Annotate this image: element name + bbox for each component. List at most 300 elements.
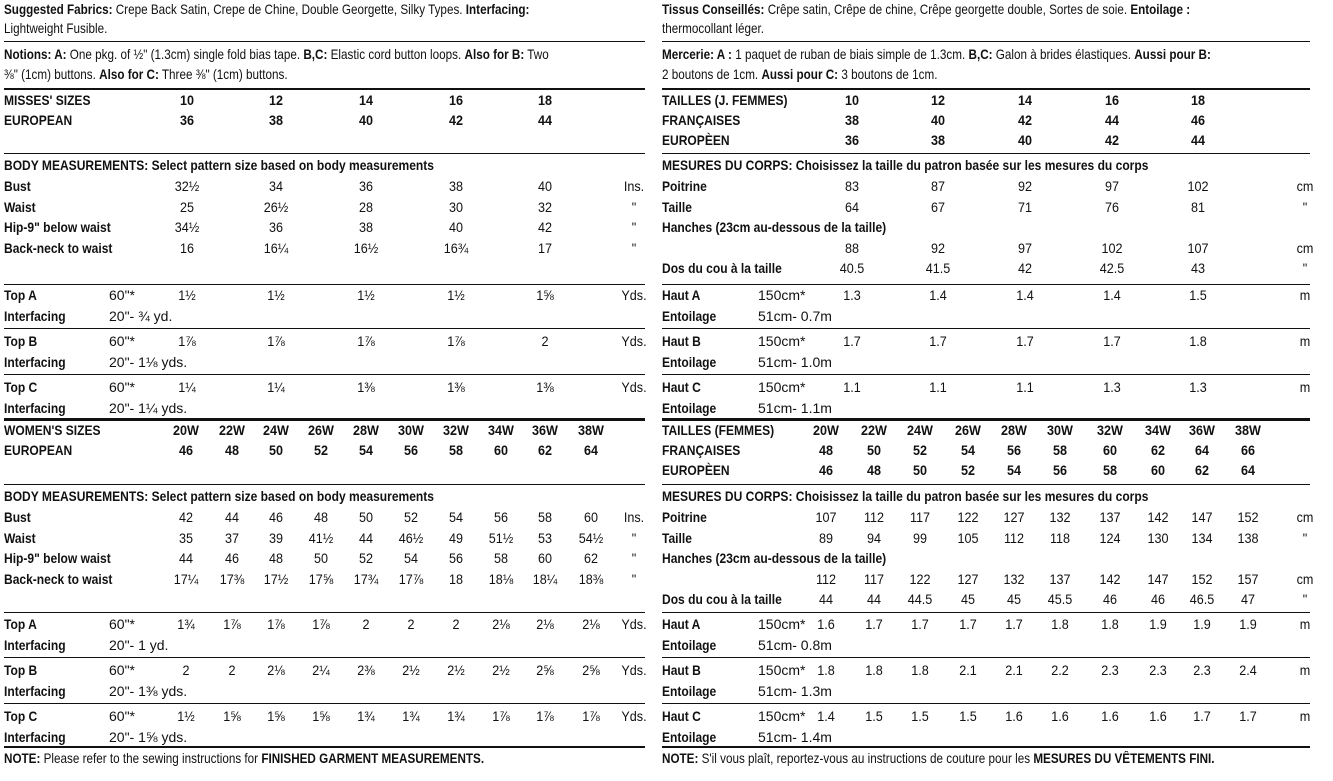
size-header: 36W [532, 422, 558, 438]
measurement-value: 17⅜ [219, 570, 245, 587]
notions-l2b: Three ⅜" (1cm) buttons. [158, 67, 288, 82]
yardage-value: 2 [362, 616, 370, 632]
back-neck-value: 46 [1150, 591, 1166, 608]
yardage-value: 1.5 [911, 708, 929, 724]
interfacing-label: Entoilage [662, 353, 717, 370]
measurement-value: 51½ [488, 529, 514, 546]
size-header: 32W [443, 422, 469, 438]
unit-label: m [1299, 662, 1311, 678]
back-neck-value: 43 [1190, 260, 1206, 277]
interfacing-value: 51cm- 0.7m [758, 307, 832, 324]
measurement-value: 25 [179, 198, 195, 215]
divider [662, 153, 1310, 154]
yardage-value: 1.8 [1101, 616, 1119, 632]
notions-text-2: Elastic cord button loops. [327, 47, 465, 62]
unit-label: " [631, 198, 637, 215]
fabric-width: 150cm* [758, 333, 806, 349]
interfacing-value: 20"- 1 yd. [109, 636, 169, 653]
measurement-value: 17 [537, 239, 553, 256]
interfacing-label: Interfacing [4, 353, 66, 370]
size-header: 22W [861, 422, 887, 438]
measurement-label: Bust [4, 509, 31, 525]
measurement-label: Hip-9" below waist [4, 550, 111, 567]
fabric-width: 60"* [109, 287, 135, 303]
european-size: 56 [1052, 462, 1068, 478]
size-header: 28W [353, 422, 379, 438]
fabrics-text: Crêpe satin, Crêpe de chine, Crêpe georgette double, Sortes de soie. [764, 2, 1131, 17]
size-header: 16 [1104, 92, 1120, 108]
yardage-value: 1½ [177, 708, 195, 724]
hip-value: 88 [844, 239, 860, 256]
yardage-value: 2⅝ [536, 662, 554, 678]
european-size: 38 [930, 132, 946, 148]
yardage-value: 1½ [267, 287, 285, 303]
measurement-value: 44 [178, 550, 194, 567]
european-size: 48 [866, 462, 882, 478]
yardage-value: 2 [541, 333, 549, 349]
size-header: 26W [955, 422, 981, 438]
back-neck-value: 41.5 [925, 260, 951, 277]
measurement-value: 118 [1049, 529, 1071, 546]
top-label: Top C [4, 379, 38, 395]
size-header: 38W [578, 422, 604, 438]
back-neck-value: 42 [1017, 260, 1033, 277]
measurement-value: 50 [358, 509, 374, 525]
french-size: 52 [912, 442, 928, 458]
divider [4, 657, 645, 658]
measurement-label: Back-neck to waist [4, 570, 113, 587]
interfacing-value: 20"- ¾ yd. [109, 307, 173, 324]
european-size: 52 [960, 462, 976, 478]
yardage-value: 1.4 [817, 708, 835, 724]
yardage-value: 2 [407, 616, 415, 632]
divider [4, 703, 645, 704]
notions-bc: B,C: [303, 47, 328, 62]
measurement-value: 137 [1099, 509, 1121, 525]
unit-label: " [1302, 529, 1308, 546]
european-size: 60 [1150, 462, 1166, 478]
yardage-value: 1⅞ [582, 708, 600, 724]
unit-label: cm [1296, 178, 1314, 194]
fabric-width: 150cm* [758, 662, 806, 678]
unit-label: cm [1296, 509, 1314, 525]
back-neck-value: 44.5 [907, 591, 933, 608]
yardage-value: 1.8 [1189, 333, 1207, 349]
fabrics-line [662, 0, 1190, 20]
women-body-title: MESURES DU CORPS: Choisissez la taille du patron basée sur les mesures du corps [662, 488, 1149, 504]
hip-value: 122 [909, 570, 931, 587]
yardage-value: 1⅞ [267, 616, 285, 632]
european-size: 62 [537, 442, 553, 458]
unit-label: " [631, 219, 637, 236]
measurement-value: 42 [178, 509, 194, 525]
measurement-value: 16½ [353, 239, 379, 256]
measurement-value: 52 [358, 550, 374, 567]
measurement-value: 64 [844, 198, 860, 215]
measurement-value: 35 [178, 529, 194, 546]
fabric-width: 150cm* [758, 708, 806, 724]
yardage-value: 1⅞ [267, 333, 285, 349]
unit-label: m [1299, 708, 1311, 724]
yardage-value: 2 [182, 662, 190, 678]
measurement-value: 89 [818, 529, 834, 546]
yardage-value: 1⅜ [357, 379, 375, 395]
measurement-value: 42 [537, 219, 553, 236]
back-neck-value: 45.5 [1047, 591, 1073, 608]
top-label: Haut A [662, 616, 701, 632]
unit-label: m [1299, 379, 1311, 395]
measurement-value: 34 [268, 178, 284, 194]
unit-label: Yds. [621, 662, 647, 678]
french-size: 48 [818, 442, 834, 458]
interfacing-label: Entoilage [662, 307, 717, 324]
hip-value: 127 [957, 570, 979, 587]
interfacing-value: 51cm- 0.8m [758, 636, 832, 653]
measurement-value: 18¼ [532, 570, 558, 587]
measurement-value: 117 [909, 509, 931, 525]
notions-line-2 [662, 65, 938, 85]
unit-label: Ins. [623, 509, 645, 525]
measurement-value: 32½ [174, 178, 200, 194]
divider [4, 374, 645, 375]
misses-sizes-title: MISSES' SIZES [4, 92, 91, 108]
french-size: 38 [844, 112, 860, 128]
measurement-value: 138 [1237, 529, 1259, 546]
measurement-value: 36 [268, 219, 284, 236]
notions-also-c: Also for C: [99, 67, 159, 82]
measurement-value: 37 [224, 529, 240, 546]
unit-label: Yds. [621, 333, 647, 349]
yardage-value: 2½ [447, 662, 465, 678]
measurement-value: 67 [930, 198, 946, 215]
measurement-value: 54 [448, 509, 464, 525]
unit-label: " [631, 550, 637, 567]
fabrics-line-2: Lightweight Fusible. [4, 21, 108, 36]
interfacing-label: Interfacing [4, 636, 66, 653]
measurement-value: 46 [268, 509, 284, 525]
yardage-value: 2.2 [1051, 662, 1069, 678]
note-lead: NOTE: [4, 751, 41, 766]
measurement-value: 58 [537, 509, 553, 525]
measurement-value: 17⅝ [308, 570, 334, 587]
hip-value: 147 [1147, 570, 1169, 587]
fabric-width: 150cm* [758, 616, 806, 632]
yardage-value: 2⅛ [492, 616, 510, 632]
yardage-value: 1⅜ [447, 379, 465, 395]
hip-label: Hanches (23cm au-dessous de la taille) [662, 550, 887, 567]
measurement-value: 107 [815, 509, 837, 525]
yardage-value: 1⅞ [447, 333, 465, 349]
measurement-value: 34½ [174, 219, 200, 236]
hip-value: 92 [930, 239, 946, 256]
interfacing-label: Interfacing [4, 728, 66, 745]
yardage-value: 2.3 [1149, 662, 1167, 678]
measurement-value: 17⅞ [398, 570, 424, 587]
yardage-value: 2.4 [1239, 662, 1257, 678]
yardage-value: 1⅞ [492, 708, 510, 724]
divider [4, 328, 645, 329]
measurement-label: Poitrine [662, 178, 707, 194]
notions-l2a: ⅜" (1cm) buttons. [4, 67, 100, 82]
misses-european-label: EUROPÈEN [662, 132, 730, 148]
interfacing-value: 51cm- 1.0m [758, 353, 832, 370]
measurement-value: 48 [313, 509, 329, 525]
fabric-width: 60"* [109, 616, 135, 632]
french-size: 62 [1150, 442, 1166, 458]
back-neck-value: 44 [818, 591, 834, 608]
yardage-value: 1.8 [911, 662, 929, 678]
french-size: 64 [1194, 442, 1210, 458]
french-size: 46 [1190, 112, 1206, 128]
french-size: 40 [930, 112, 946, 128]
fabrics-line-2: thermocollant léger. [662, 21, 765, 36]
yardage-value: 2 [452, 616, 460, 632]
measurement-value: 92 [1017, 178, 1033, 194]
misses-sizes-title: TAILLES (J. FEMMES) [662, 92, 788, 108]
hip-value: 97 [1017, 239, 1033, 256]
european-size: 40 [358, 112, 374, 128]
yardage-value: 1.7 [959, 616, 977, 632]
hip-value: 157 [1237, 570, 1259, 587]
measurement-value: 134 [1191, 529, 1213, 546]
hip-label: Hanches (23cm au-dessous de la taille) [662, 219, 887, 236]
yardage-value: 2½ [492, 662, 510, 678]
unit-label: " [1302, 591, 1308, 608]
note-text: S'il vous plaît, reportez-vous au instructions de couture pour les [698, 751, 1034, 766]
measurement-value: 54 [403, 550, 419, 567]
interfacing-label: Entoilage [662, 728, 717, 745]
fabrics-line [4, 0, 529, 20]
size-header: 22W [219, 422, 245, 438]
yardage-value: 1⅞ [223, 616, 241, 632]
notions-l2b: 3 boutons de 1cm. [838, 67, 938, 82]
yardage-value: 2⅛ [582, 616, 600, 632]
yardage-value: 1.7 [843, 333, 861, 349]
measurement-value: 122 [957, 509, 979, 525]
women-european-label: EUROPEAN [4, 442, 73, 458]
yardage-value: 1.9 [1193, 616, 1211, 632]
yardage-value: 1.6 [1005, 708, 1023, 724]
measurement-value: 54½ [578, 529, 604, 546]
unit-label: Yds. [621, 616, 647, 632]
top-label: Top A [4, 616, 37, 632]
hip-value: 152 [1191, 570, 1213, 587]
measurement-value: 124 [1099, 529, 1121, 546]
divider [662, 703, 1310, 704]
measurement-value: 97 [1104, 178, 1120, 194]
notions-text-2: Galon à brides élastiques. [992, 47, 1135, 62]
top-label: Top B [4, 333, 38, 349]
yardage-value: 1.6 [1149, 708, 1167, 724]
size-header: 20W [173, 422, 199, 438]
size-header: 24W [263, 422, 289, 438]
european-size: 50 [912, 462, 928, 478]
european-size: 64 [1240, 462, 1256, 478]
measurement-value: 16 [179, 239, 195, 256]
measurement-value: 39 [268, 529, 284, 546]
unit-label: Ins. [623, 178, 645, 194]
yardage-value: 1.6 [1101, 708, 1119, 724]
measurement-value: 112 [863, 509, 885, 525]
french-size: 44 [1104, 112, 1120, 128]
yardage-value: 2.1 [1005, 662, 1023, 678]
divider [662, 484, 1310, 485]
size-header: 18 [537, 92, 553, 108]
unit-label: m [1299, 333, 1311, 349]
measurement-value: 53 [537, 529, 553, 546]
french-size: 66 [1240, 442, 1256, 458]
measurement-value: 83 [844, 178, 860, 194]
top-label: Haut C [662, 379, 701, 395]
measurement-value: 71 [1017, 198, 1033, 215]
yardage-value: 1.6 [817, 616, 835, 632]
note-line [662, 749, 1215, 769]
unit-label: Yds. [621, 708, 647, 724]
size-header: 12 [930, 92, 946, 108]
notions-also-c: Aussi pour C: [761, 67, 839, 82]
interfacing-value: 20"- 1⅜ yds. [109, 682, 188, 699]
divider [4, 484, 645, 485]
back-neck-value: 44 [866, 591, 882, 608]
yardage-value: 1.7 [1239, 708, 1257, 724]
measurement-value: 18⅜ [578, 570, 604, 587]
size-header: 26W [308, 422, 334, 438]
divider [4, 746, 645, 748]
notions-text-3: Two [524, 47, 549, 62]
unit-label: cm [1296, 239, 1314, 256]
yardage-value: 1.7 [1016, 333, 1034, 349]
divider [662, 374, 1310, 375]
measurement-value: 40 [448, 219, 464, 236]
measurement-value: 152 [1237, 509, 1259, 525]
yardage-value: 1.7 [1005, 616, 1023, 632]
measurement-value: 58 [493, 550, 509, 567]
size-header: 36W [1189, 422, 1215, 438]
interfacing-value: 20"- 1⅝ yds. [109, 728, 188, 745]
unit-label: " [631, 529, 637, 546]
measurement-value: 60 [583, 509, 599, 525]
european-size: 48 [224, 442, 240, 458]
european-size: 54 [1006, 462, 1022, 478]
unit-label: " [631, 570, 637, 587]
european-size: 38 [268, 112, 284, 128]
yardage-value: 2⅝ [582, 662, 600, 678]
notions-also-b: Also for B: [464, 47, 525, 62]
yardage-value: 1¼ [267, 379, 285, 395]
european-size: 44 [1190, 132, 1206, 148]
yardage-value: 2⅛ [536, 616, 554, 632]
interfacing-value: 51cm- 1.4m [758, 728, 832, 745]
yardage-value: 2⅜ [357, 662, 375, 678]
size-header: 34W [1145, 422, 1171, 438]
measurement-value: 105 [957, 529, 979, 546]
yardage-value: 1½ [447, 287, 465, 303]
hip-value: 142 [1099, 570, 1121, 587]
notions-line [4, 45, 549, 65]
measurement-label: Taille [662, 198, 692, 215]
measurement-value: 30 [448, 198, 464, 215]
interfacing-label: Interfacing [4, 399, 66, 416]
interfacing-value: 20"- 1¼ yds. [109, 399, 188, 416]
measurement-value: 32 [537, 198, 553, 215]
size-header: 28W [1001, 422, 1027, 438]
measurement-label: Hip-9" below waist [4, 219, 111, 236]
unit-label: Yds. [621, 379, 647, 395]
european-size: 58 [1102, 462, 1118, 478]
fabric-width: 150cm* [758, 379, 806, 395]
yardage-value: 1¾ [357, 708, 375, 724]
interfacing-value: 51cm- 1.1m [758, 399, 832, 416]
french-size: 50 [866, 442, 882, 458]
yardage-value: 1.7 [1193, 708, 1211, 724]
measurement-value: 49 [448, 529, 464, 546]
misses-french-label: FRANÇAISES [662, 112, 741, 128]
yardage-value: 1⅝ [312, 708, 330, 724]
measurement-label: Back-neck to waist [4, 239, 113, 256]
european-size: 52 [313, 442, 329, 458]
yardage-value: 1¼ [178, 379, 196, 395]
measurement-value: 16¼ [263, 239, 289, 256]
measurement-label: Waist [4, 198, 36, 215]
yardage-value: 1⅞ [178, 333, 196, 349]
yardage-value: 2¼ [312, 662, 330, 678]
misses-body-title: MESURES DU CORPS: Choisissez la taille du patron basée sur les mesures du corps [662, 157, 1149, 173]
european-size: 40 [1017, 132, 1033, 148]
back-neck-value: 42.5 [1099, 260, 1125, 277]
fabric-width: 60"* [109, 333, 135, 349]
measurement-value: 28 [358, 198, 374, 215]
unit-label: m [1299, 287, 1311, 303]
measurement-value: 41½ [308, 529, 334, 546]
measurement-value: 132 [1049, 509, 1071, 525]
size-header: 14 [358, 92, 374, 108]
hip-value: 137 [1049, 570, 1071, 587]
european-size: 42 [448, 112, 464, 128]
measurement-value: 40 [537, 178, 553, 194]
yardage-value: 2 [228, 662, 236, 678]
hip-value: 112 [815, 570, 837, 587]
european-size: 56 [403, 442, 419, 458]
yardage-value: 1.7 [929, 333, 947, 349]
interfacing-lead: Entoilage : [1130, 2, 1191, 17]
note-text: Please refer to the sewing instructions for [40, 751, 262, 766]
size-header: 38W [1235, 422, 1261, 438]
size-header: 18 [1190, 92, 1206, 108]
yardage-value: 1.1 [929, 379, 947, 395]
note-line [4, 749, 484, 769]
hip-value: 117 [863, 570, 885, 587]
interfacing-label: Entoilage [662, 682, 717, 699]
yardage-value: 1.8 [865, 662, 883, 678]
divider [4, 612, 645, 613]
yardage-value: 1.1 [843, 379, 861, 395]
size-header: 16 [448, 92, 464, 108]
note-bold: MESURES DU VÊTEMENTS FINI. [1033, 751, 1215, 766]
fabric-width: 60"* [109, 379, 135, 395]
european-size: 46 [818, 462, 834, 478]
yardage-value: 1.3 [843, 287, 861, 303]
french-size: 58 [1052, 442, 1068, 458]
back-neck-label: Dos du cou à la taille [662, 260, 782, 277]
yardage-value: 2.1 [959, 662, 977, 678]
yardage-value: 1½ [178, 287, 196, 303]
european-size: 36 [179, 112, 195, 128]
top-label: Top A [4, 287, 37, 303]
yardage-value: 1.5 [959, 708, 977, 724]
measurement-label: Poitrine [662, 509, 707, 525]
size-header: 12 [268, 92, 284, 108]
divider [662, 657, 1310, 658]
